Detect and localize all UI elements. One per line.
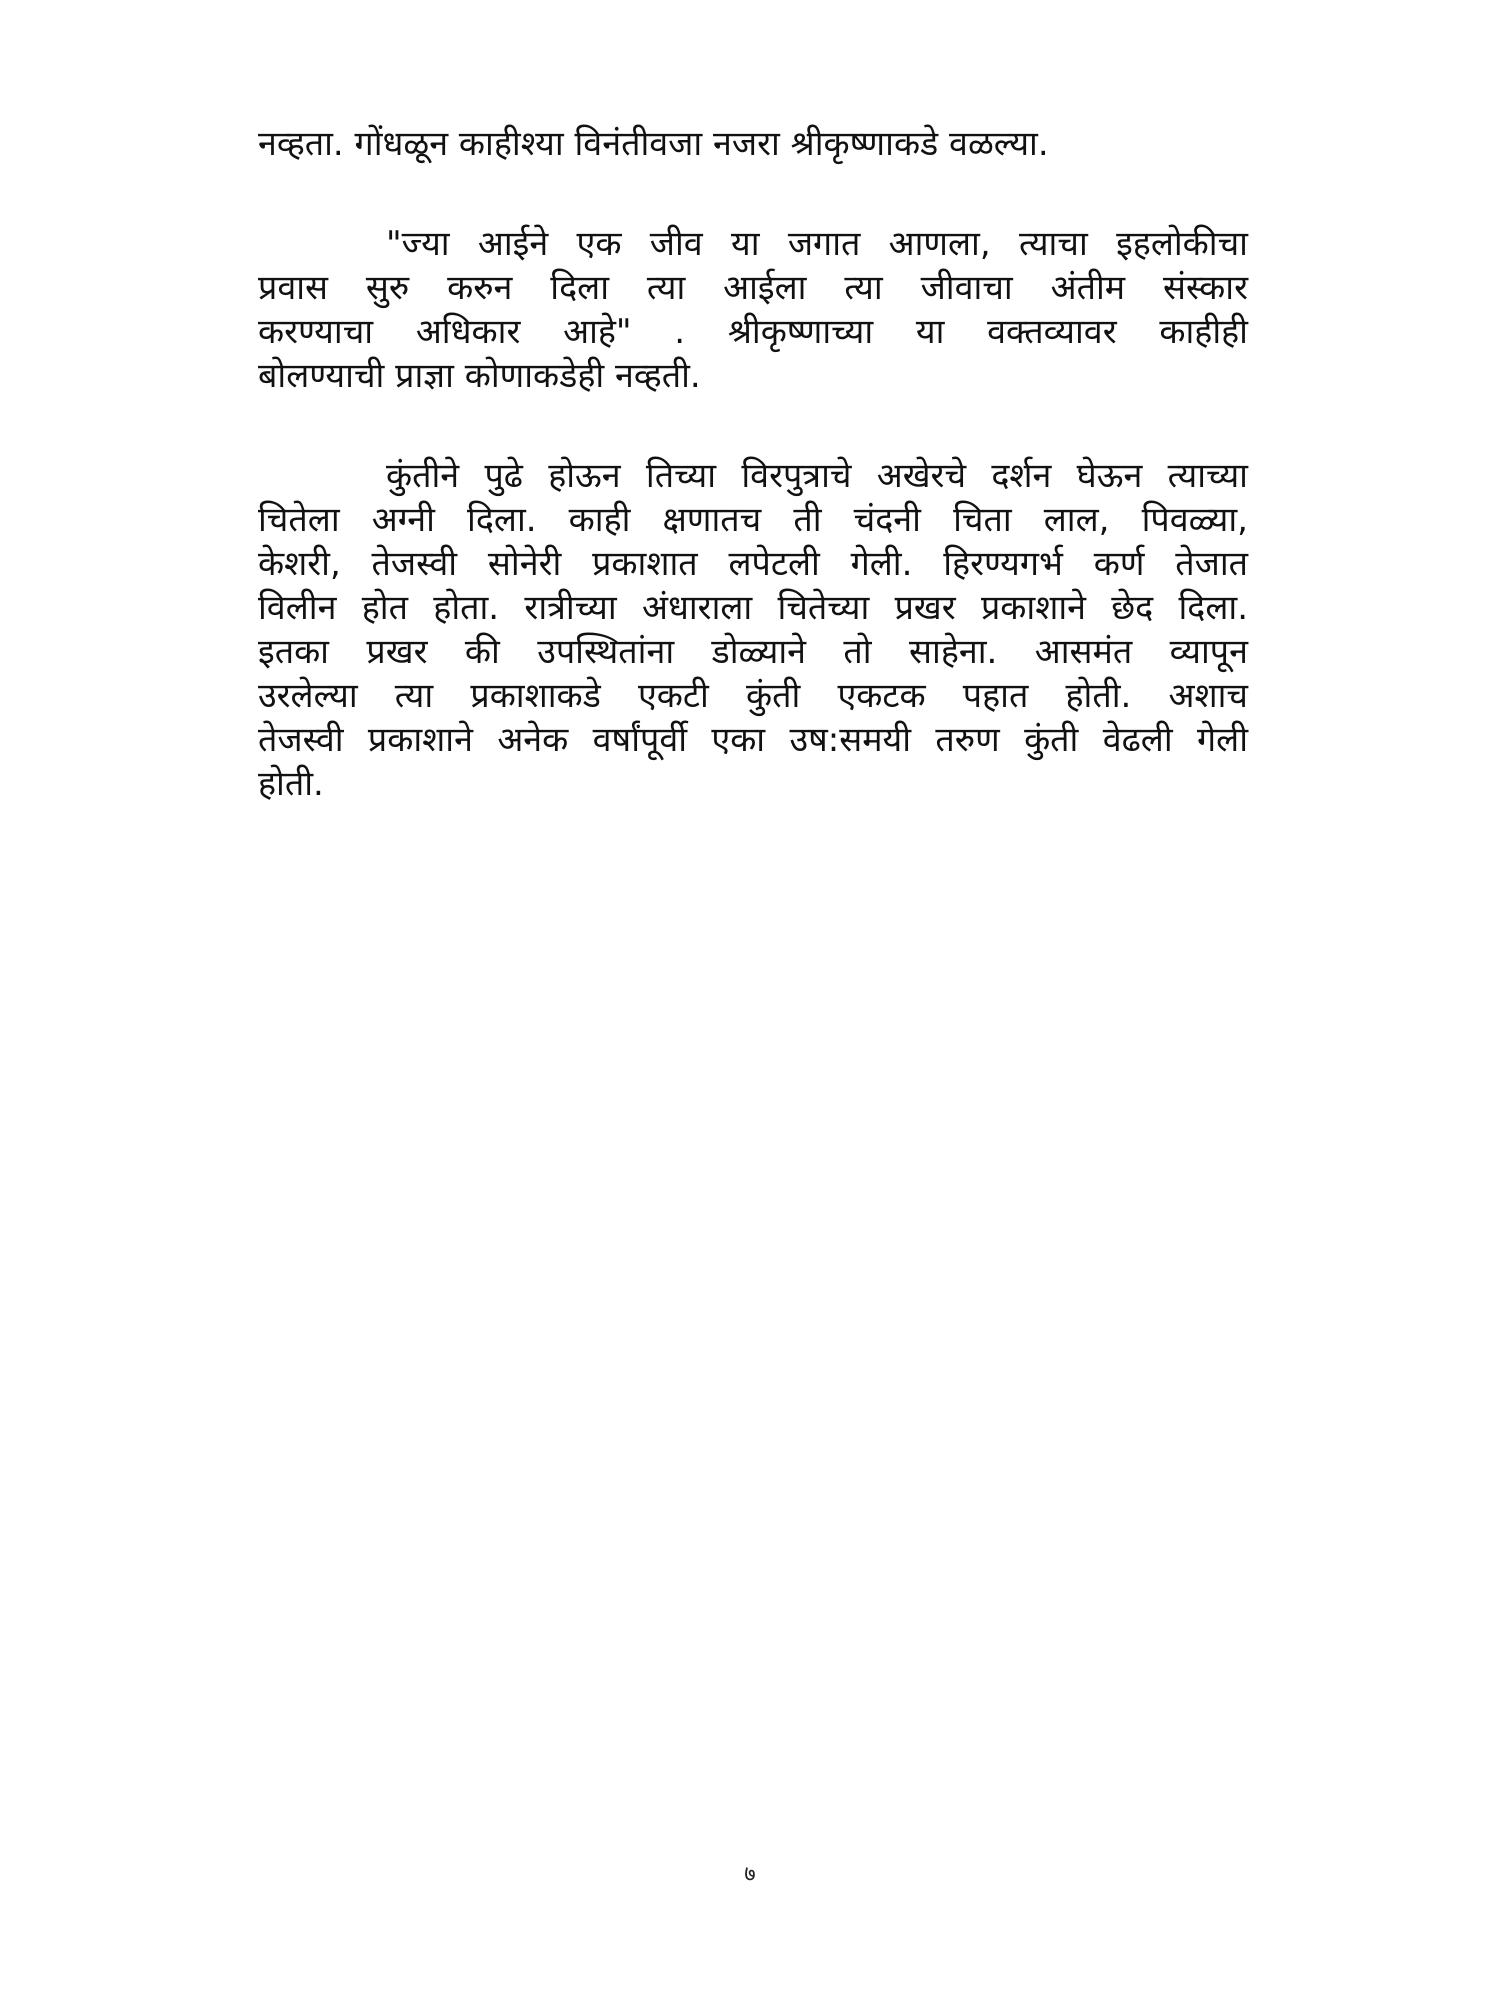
paragraph-2-line-2: प्रवास सुरु करुन दिला त्या आईला त्या जीवाचा अंतीम संस्कार	[258, 268, 1248, 308]
paragraph-3-line-5: इतका प्रखर की उपस्थितांना डोळ्याने तो साहेना. आसमंत व्यापून	[258, 632, 1248, 672]
paragraph-3-line-7: तेजस्वी प्रकाशाने अनेक वर्षांपूर्वी एका उष:समयी तरुण कुंती वेढली गेली	[258, 720, 1248, 760]
page-number: ७	[744, 1862, 756, 1887]
paragraph-3-line-3: केशरी, तेजस्वी सोनेरी प्रकाशात लपेटली गेली. हिरण्यगर्भ कर्ण तेजात	[258, 544, 1248, 584]
paragraph-3-line-1: कुंतीने पुढे होऊन तिच्या विरपुत्राचे अखेरचे दर्शन घेऊन त्याच्या	[386, 456, 1248, 496]
paragraph-3-line-2: चितेला अग्नी दिला. काही क्षणातच ती चंदनी चिता लाल, पिवळ्या,	[258, 500, 1248, 540]
paragraph-3-line-6: उरलेल्या त्या प्रकाशाकडे एकटी कुंती एकटक पहात होती. अशाच	[258, 676, 1248, 716]
paragraph-2-line-1: "ज्या आईने एक जीव या जगात आणला, त्याचा इहलोकीचा	[386, 224, 1248, 264]
paragraph-3	[258, 454, 1248, 806]
paragraph-1	[258, 122, 1248, 166]
body-text	[258, 122, 1248, 806]
paragraph-2-line-4: बोलण्याची प्राज्ञा कोणाकडेही नव्हती.	[258, 356, 701, 396]
paragraph-3-line-4: विलीन होत होता. रात्रीच्या अंधाराला चितेच्या प्रखर प्रकाशाने छेद दिला.	[258, 588, 1248, 628]
paragraph-3-line-8: होती.	[258, 764, 324, 804]
paragraph-1-line-1: नव्हता. गोंधळून काहीश्या विनंतीवजा नजरा श्रीकृष्णाकडे वळल्या.	[258, 124, 1049, 164]
paragraph-2	[258, 222, 1248, 398]
paragraph-2-line-3: करण्याचा अधिकार आहे" . श्रीकृष्णाच्या या वक्तव्यावर काहीही	[258, 312, 1248, 352]
